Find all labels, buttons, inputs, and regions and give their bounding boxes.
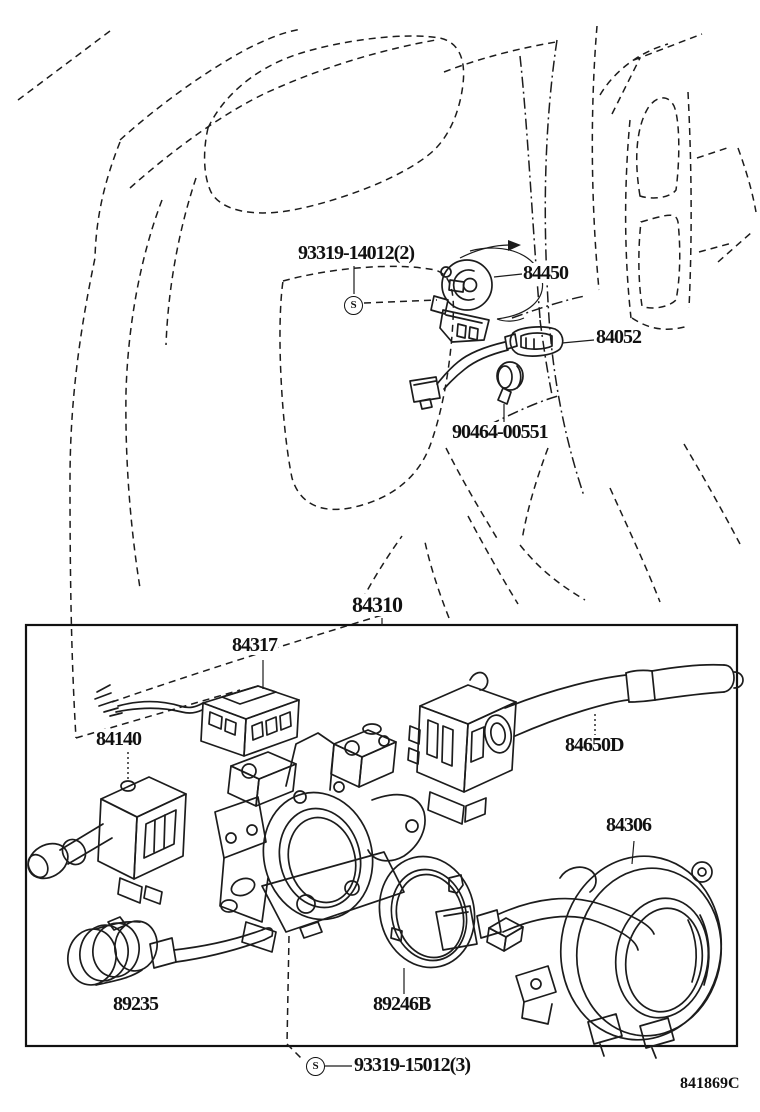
part-label-90464[interactable]: 90464-00551 xyxy=(452,421,548,443)
part-drawing-84306-spiral-cable[interactable] xyxy=(436,846,733,1058)
screw-symbol-bottom xyxy=(306,1057,325,1076)
part-drawing-switch-body-assembly[interactable] xyxy=(215,724,425,952)
screw-symbol-letter: S xyxy=(312,1060,319,1072)
part-label-screw-bottom[interactable]: 93319-15012(3) xyxy=(354,1054,470,1076)
part-label-89235[interactable]: 89235 xyxy=(113,993,158,1015)
part-drawing-90464-grommet[interactable] xyxy=(497,362,523,404)
part-label-84052[interactable]: 84052 xyxy=(596,326,641,348)
part-label-89246b[interactable]: 89246B xyxy=(373,993,431,1015)
screw-symbol-letter: S xyxy=(350,299,357,311)
part-label-84306[interactable]: 84306 xyxy=(606,814,651,836)
screw-symbol-top xyxy=(344,296,363,315)
part-label-84317[interactable]: 84317 xyxy=(232,634,277,656)
part-label-84140[interactable]: 84140 xyxy=(96,728,141,750)
drawing-code: 841869C xyxy=(680,1075,740,1092)
part-drawing-84052-amplifier[interactable] xyxy=(410,327,563,409)
part-label-84650d[interactable]: 84650D xyxy=(565,734,624,756)
part-drawing-89235-switch[interactable] xyxy=(64,917,273,989)
part-drawing-84140-dimmer-switch[interactable] xyxy=(22,777,186,904)
part-label-84450[interactable]: 84450 xyxy=(523,262,568,284)
part-label-84310[interactable]: 84310 xyxy=(352,592,402,617)
dashboard-outline xyxy=(18,26,756,738)
part-label-screw-top[interactable]: 93319-14012(2) xyxy=(298,242,414,264)
